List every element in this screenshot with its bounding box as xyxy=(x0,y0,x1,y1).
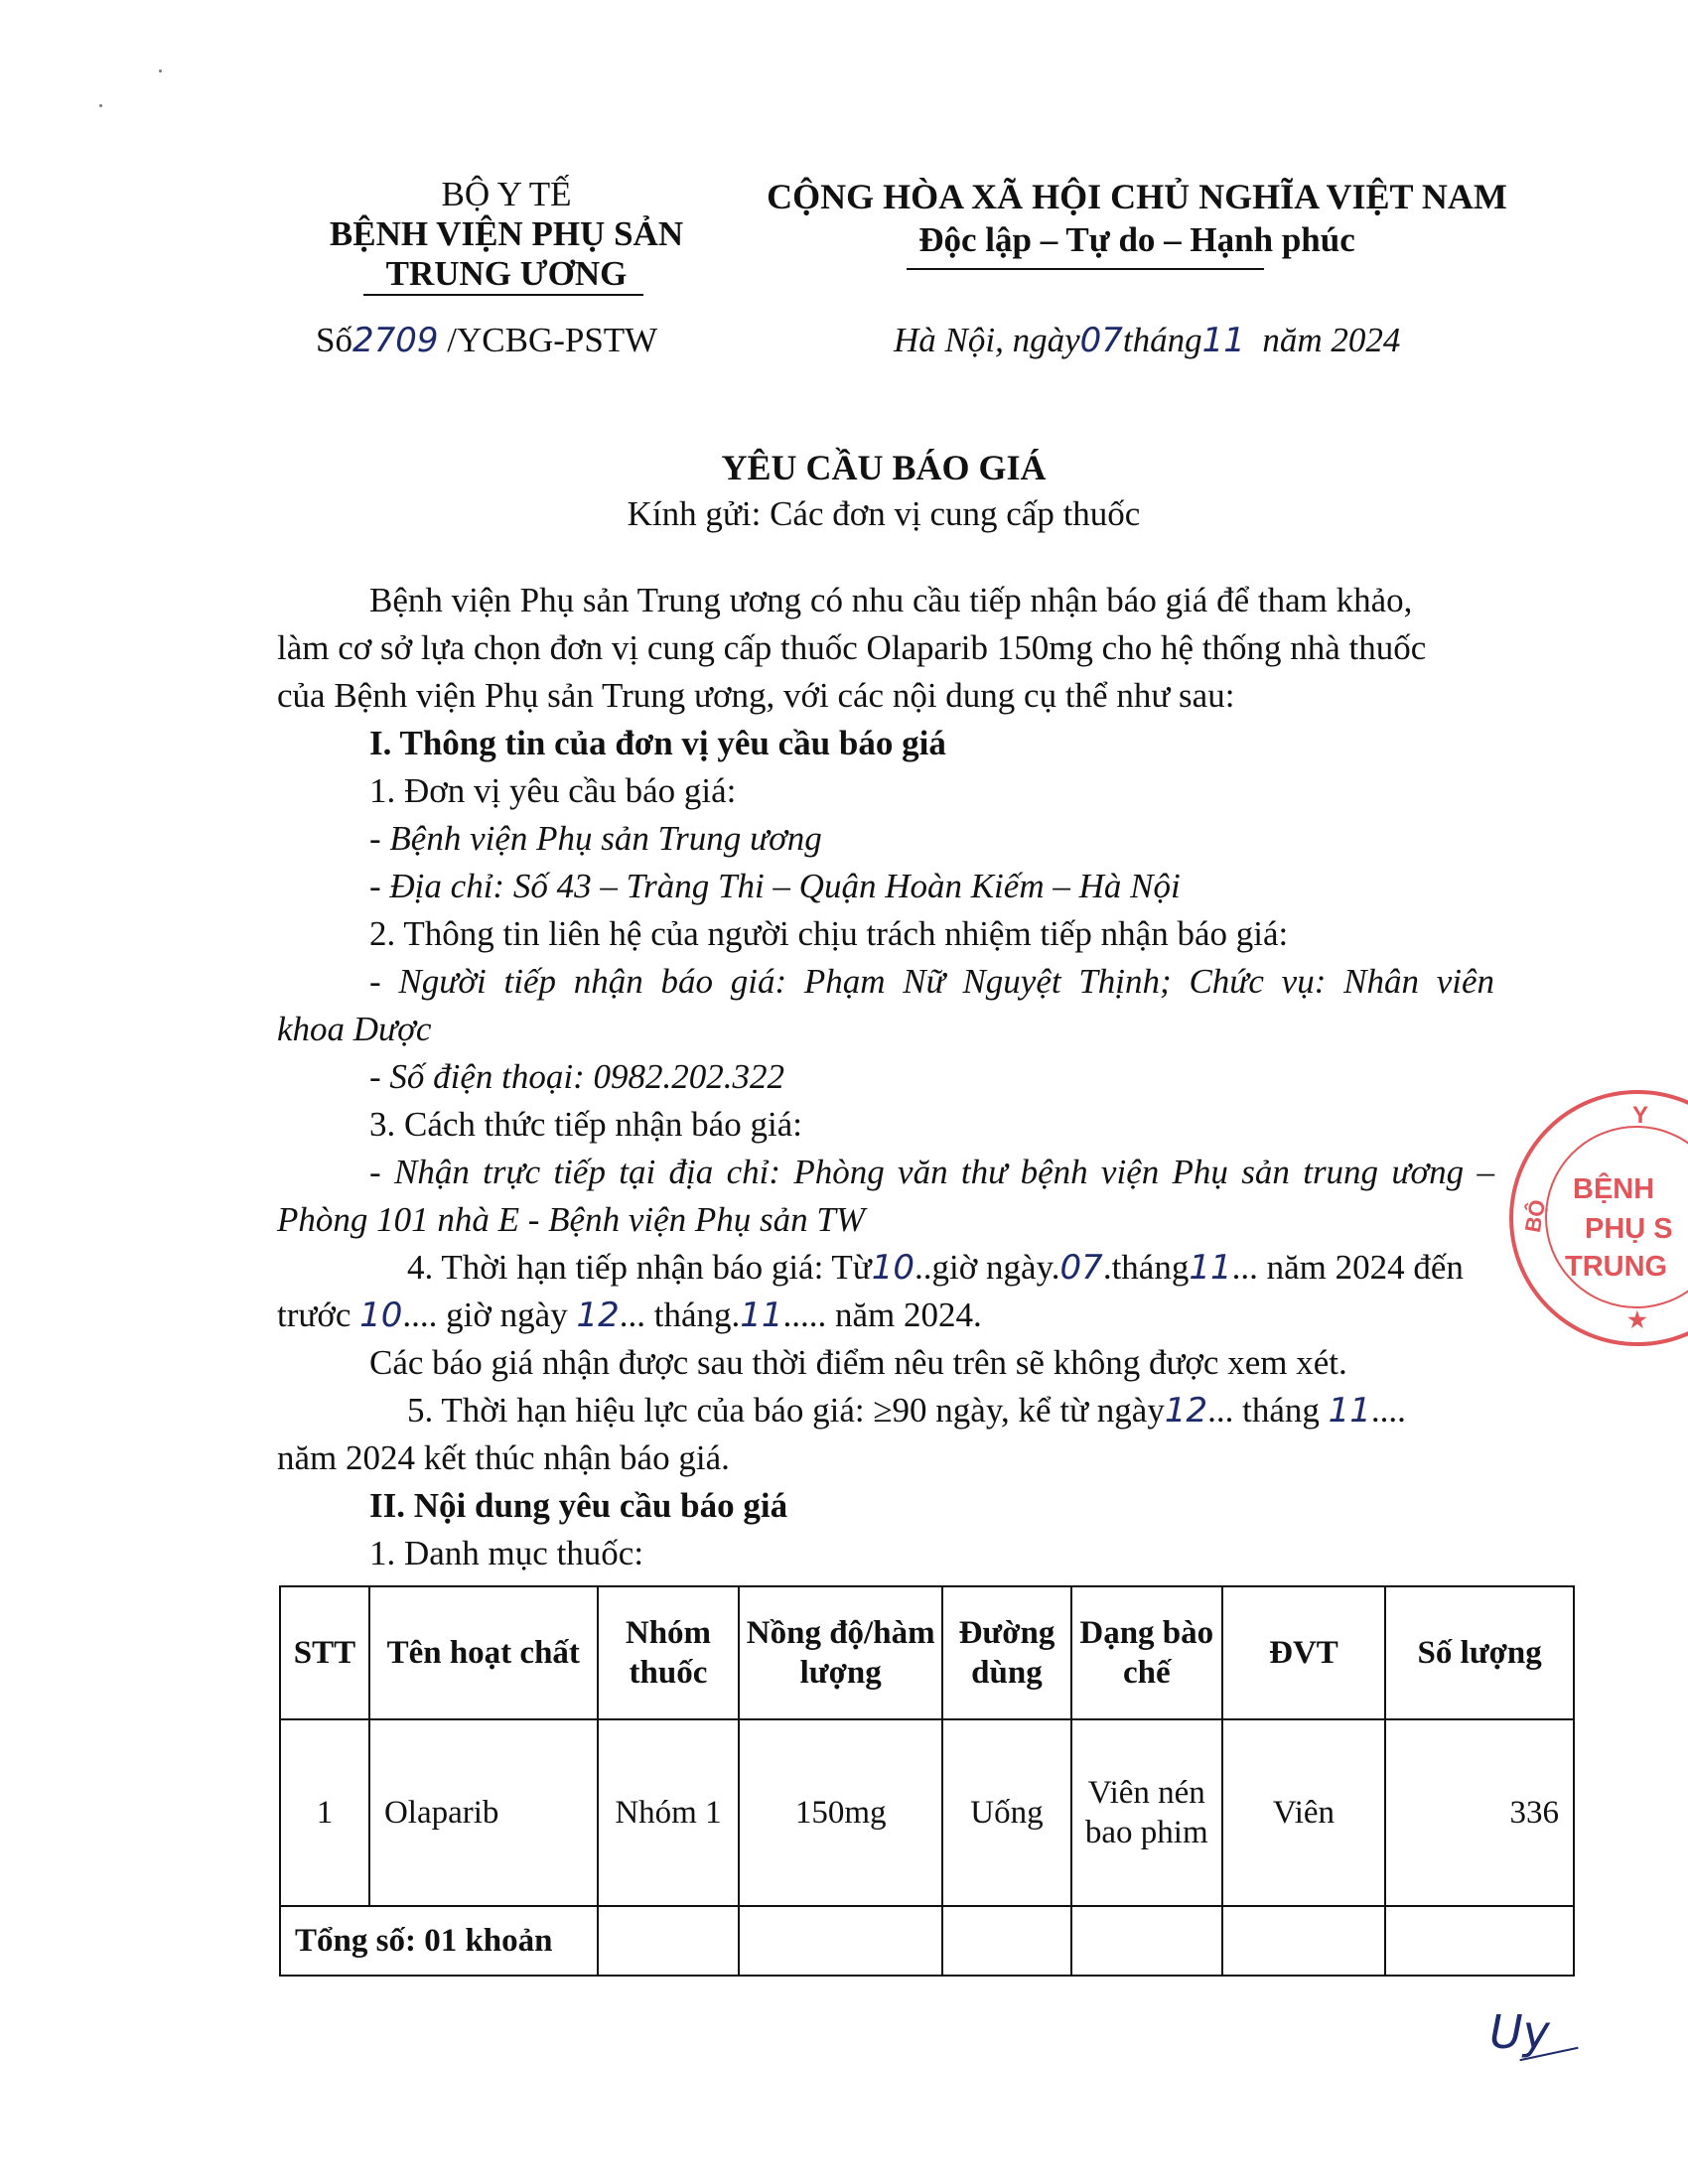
column-header: ĐVT xyxy=(1222,1586,1386,1719)
requesting-unit-name: - Bệnh viện Phụ sản Trung ương xyxy=(369,819,822,858)
validity-line-2: năm 2024 kết thúc nhận báo giá. xyxy=(277,1438,730,1477)
scan-speck xyxy=(99,104,102,107)
column-header: Nồng độ/hàm lượng xyxy=(739,1586,942,1719)
recipient-line: Kính gửi: Các đơn vị cung cấp thuốc xyxy=(627,494,1141,533)
table-cell: Viên nén bao phim xyxy=(1071,1719,1222,1906)
column-header: Nhóm thuốc xyxy=(598,1586,740,1719)
section-1-item-1: 1. Đơn vị yêu cầu báo giá: xyxy=(369,771,737,810)
receive-address-line-1: - Nhận trực tiếp tại địa chỉ: Phòng văn thư bệnh viện Phụ sản trung ương – xyxy=(369,1153,1494,1191)
section-1-item-3: 3. Cách thức tiếp nhận báo giá: xyxy=(369,1105,802,1144)
table-cell: 1 xyxy=(280,1719,369,1906)
header-right-underline xyxy=(907,268,1264,270)
stamp-star-icon: ★ xyxy=(1627,1307,1647,1332)
section-1-item-2: 2. Thông tin liên hệ của người chịu trách nhiệm tiếp nhận báo giá: xyxy=(369,914,1289,953)
table-total-label: Tổng số: 01 khoản xyxy=(280,1906,598,1976)
requesting-unit-address: - Địa chỉ: Số 43 – Tràng Thi – Quận Hoàn Kiếm – Hà Nội xyxy=(369,867,1181,905)
document-number: Số2709 /YCBG-PSTW xyxy=(316,321,658,360)
national-motto: Độc lập – Tự do – Hạnh phúc xyxy=(918,220,1355,259)
scan-speck xyxy=(159,69,162,72)
section-2-item-1: 1. Danh mục thuốc: xyxy=(369,1534,644,1572)
ministry-block xyxy=(238,175,774,294)
handwritten-hour-from: 10 xyxy=(871,1248,915,1288)
header-left-underline xyxy=(363,294,643,296)
handwritten-day: 07 xyxy=(1079,321,1123,360)
receive-period-line-2: trước 10.... giờ ngày 12... tháng.11..... năm 2024. xyxy=(277,1296,982,1335)
contact-person-line-1: - Người tiếp nhận báo giá: Phạm Nữ Nguyệt Thịnh; Chức vụ: Nhân viên xyxy=(369,962,1494,1001)
table-row xyxy=(280,1719,1574,1906)
late-submission-note: Các báo giá nhận được sau thời điểm nêu trên sẽ không được xem xét. xyxy=(369,1343,1347,1382)
column-header: Số lượng xyxy=(1385,1586,1574,1719)
column-header: Đường dùng xyxy=(942,1586,1071,1719)
handwritten-day-to: 12 xyxy=(576,1296,620,1335)
document-title: YÊU CẦU BÁO GIÁ xyxy=(721,448,1047,487)
handwritten-validity-month: 11 xyxy=(1328,1391,1371,1431)
receive-period-line-1: 4. Thời hạn tiếp nhận báo giá: Từ10..giờ ngày.07.tháng11... năm 2024 đến xyxy=(407,1248,1464,1288)
table-cell: Olaparib xyxy=(369,1719,598,1906)
validity-line-1: 5. Thời hạn hiệu lực của báo giá: ≥90 ngày, kể từ ngày12... tháng 11.... xyxy=(407,1391,1406,1431)
hospital-name-line2: TRUNG ƯƠNG xyxy=(385,254,628,293)
handwritten-hour-to: 10 xyxy=(359,1296,403,1335)
drug-list-table xyxy=(279,1585,1575,1977)
document-date: Hà Nội, ngày07tháng11 năm 2024 xyxy=(894,321,1401,360)
intro-line-1: Bệnh viện Phụ sản Trung ương có nhu cầu tiếp nhận báo giá để tham khảo, xyxy=(369,581,1413,619)
handwritten-doc-number: 2709 xyxy=(352,321,439,360)
handwritten-month-from: 11 xyxy=(1189,1248,1232,1288)
section-2-heading: II. Nội dung yêu cầu báo giá xyxy=(369,1486,788,1525)
hospital-name-line1: BỆNH VIỆN PHỤ SẢN xyxy=(329,214,684,253)
table-cell: 150mg xyxy=(739,1719,942,1906)
intro-line-2: làm cơ sở lựa chọn đơn vị cung cấp thuốc Olaparib 150mg cho hệ thống nhà thuốc xyxy=(277,628,1427,667)
ministry-name: BỘ Y TẾ xyxy=(441,175,572,213)
table-cell: 336 xyxy=(1385,1719,1574,1906)
handwritten-month: 11 xyxy=(1201,321,1245,360)
receive-address-line-2: Phòng 101 nhà E - Bệnh viện Phụ sản TW xyxy=(277,1200,865,1239)
handwritten-validity-day: 12 xyxy=(1164,1391,1208,1431)
contact-person-line-2: khoa Dược xyxy=(277,1010,432,1048)
handwritten-initials: Uy xyxy=(1489,2005,1550,2059)
red-seal-stamp: Y BỆNH PHỤ S TRUNG BỘ ★ xyxy=(1509,1090,1688,1346)
contact-phone: - Số điện thoại: 0982.202.322 xyxy=(369,1057,785,1096)
handwritten-day-from: 07 xyxy=(1059,1248,1103,1288)
handwritten-month-to: 11 xyxy=(740,1296,783,1335)
republic-name: CỘNG HÒA XÃ HỘI CHỦ NGHĨA VIỆT NAM xyxy=(767,177,1507,216)
republic-block xyxy=(725,175,1549,262)
section-1-heading: I. Thông tin của đơn vị yêu cầu báo giá xyxy=(369,724,946,762)
column-header: Tên hoạt chất xyxy=(369,1586,598,1719)
column-header: Dạng bào chế xyxy=(1071,1586,1222,1719)
table-header-row xyxy=(280,1586,1574,1719)
table-total-row xyxy=(280,1906,1574,1976)
table-cell: Viên xyxy=(1222,1719,1386,1906)
table-cell: Nhóm 1 xyxy=(598,1719,740,1906)
column-header: STT xyxy=(280,1586,369,1719)
intro-line-3: của Bệnh viện Phụ sản Trung ương, với các nội dung cụ thể như sau: xyxy=(277,676,1235,715)
table-cell: Uống xyxy=(942,1719,1071,1906)
